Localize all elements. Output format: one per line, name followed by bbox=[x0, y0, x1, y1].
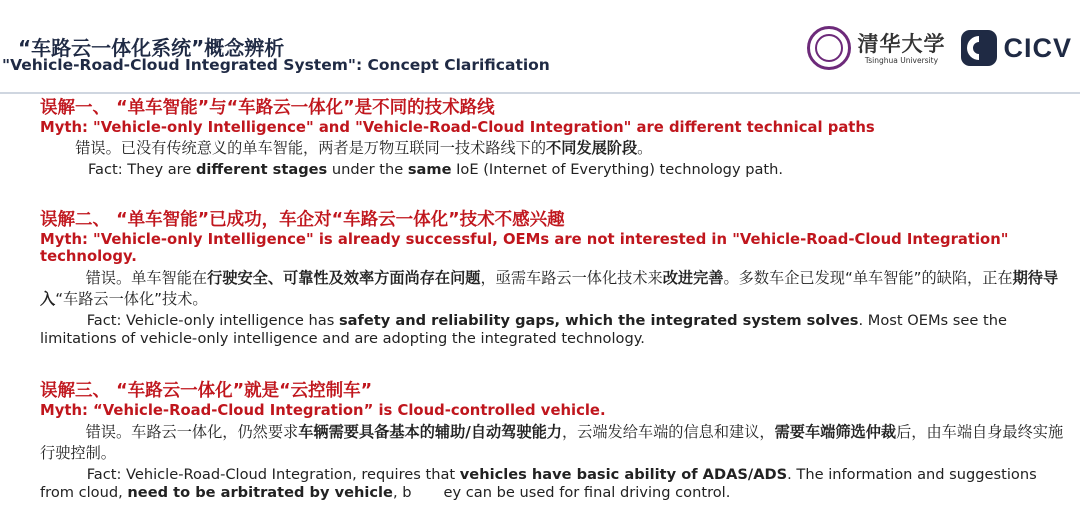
cicv-logo-text: CICV bbox=[1003, 32, 1072, 63]
myth-fact-en: Fact: Vehicle-Road-Cloud Integration, requires that vehicles have basic ability of ADAS/ADS. The information and suggestions from cloud, need to be arbitrated by vehicle, b ey can be used for final driving control. bbox=[40, 466, 1037, 501]
tsinghua-logo bbox=[857, 32, 945, 65]
myth-section-1 bbox=[40, 97, 1065, 179]
myth-body-cn: 错误。单车智能在行驶安全、可靠性及效率方面尚存在问题，亟需车路云一体化技术来改进完善。多数车企已发现“单车智能”的缺陷，正在期待导入“车路云一体化”技术。 bbox=[40, 269, 1059, 308]
myth-section-3 bbox=[40, 380, 1065, 502]
tsinghua-seal-icon bbox=[807, 26, 851, 70]
tsinghua-logo-en: Tsinghua University bbox=[864, 55, 939, 65]
slide-title-en: "Vehicle-Road-Cloud Integrated System": Concept Clarification bbox=[2, 56, 550, 74]
myth-title-cn: 误解三、 “车路云一体化”就是“云控制车” bbox=[40, 381, 373, 401]
cicv-mark-icon bbox=[959, 28, 999, 68]
myth-title-cn: 误解一、 “单车智能”与“车路云一体化”是不同的技术路线 bbox=[40, 98, 495, 118]
myth-body-cn: 错误。车路云一体化，仍然要求车辆需要具备基本的辅助/自动驾驶能力，云端发给车端的信息和建议，需要车端筛选仲裁后，由车端自身最终实施行驶控制。 bbox=[40, 423, 1064, 462]
myth-body-cn: 错误。已没有传统意义的单车智能，两者是万物互联同一技术路线下的不同发展阶段。 bbox=[75, 139, 653, 157]
slide-title-cn: “车路云一体化系统”概念辨析 bbox=[18, 36, 285, 60]
myth-title-en: Myth: "Vehicle-only Intelligence" is already successful, OEMs are not interested in "Vehicle-Road-Cloud Integration" technology. bbox=[40, 231, 1009, 265]
header-divider bbox=[0, 92, 1080, 94]
myth-title-cn: 误解二、 “单车智能”已成功，车企对“车路云一体化”技术不感兴趣 bbox=[40, 210, 565, 230]
tsinghua-logo-cn: 清华大学 bbox=[857, 30, 946, 56]
myth-section-2 bbox=[40, 209, 1065, 348]
myth-title-en: Myth: "Vehicle-only Intelligence" and "Vehicle-Road-Cloud Integration" are different technical paths bbox=[40, 119, 875, 136]
myth-fact-en: Fact: They are different stages under the same IoE (Internet of Everything) technology path. bbox=[88, 161, 784, 178]
logo-group bbox=[807, 22, 1072, 74]
myth-title-en: Myth: “Vehicle-Road-Cloud Integration” is Cloud-controlled vehicle. bbox=[40, 402, 606, 419]
myth-fact-en: Fact: Vehicle-only intelligence has safety and reliability gaps, which the integrated system solves. Most OEMs see the limitations of vehicle-only intelligence and are adopting the integrated technology. bbox=[40, 312, 1007, 347]
